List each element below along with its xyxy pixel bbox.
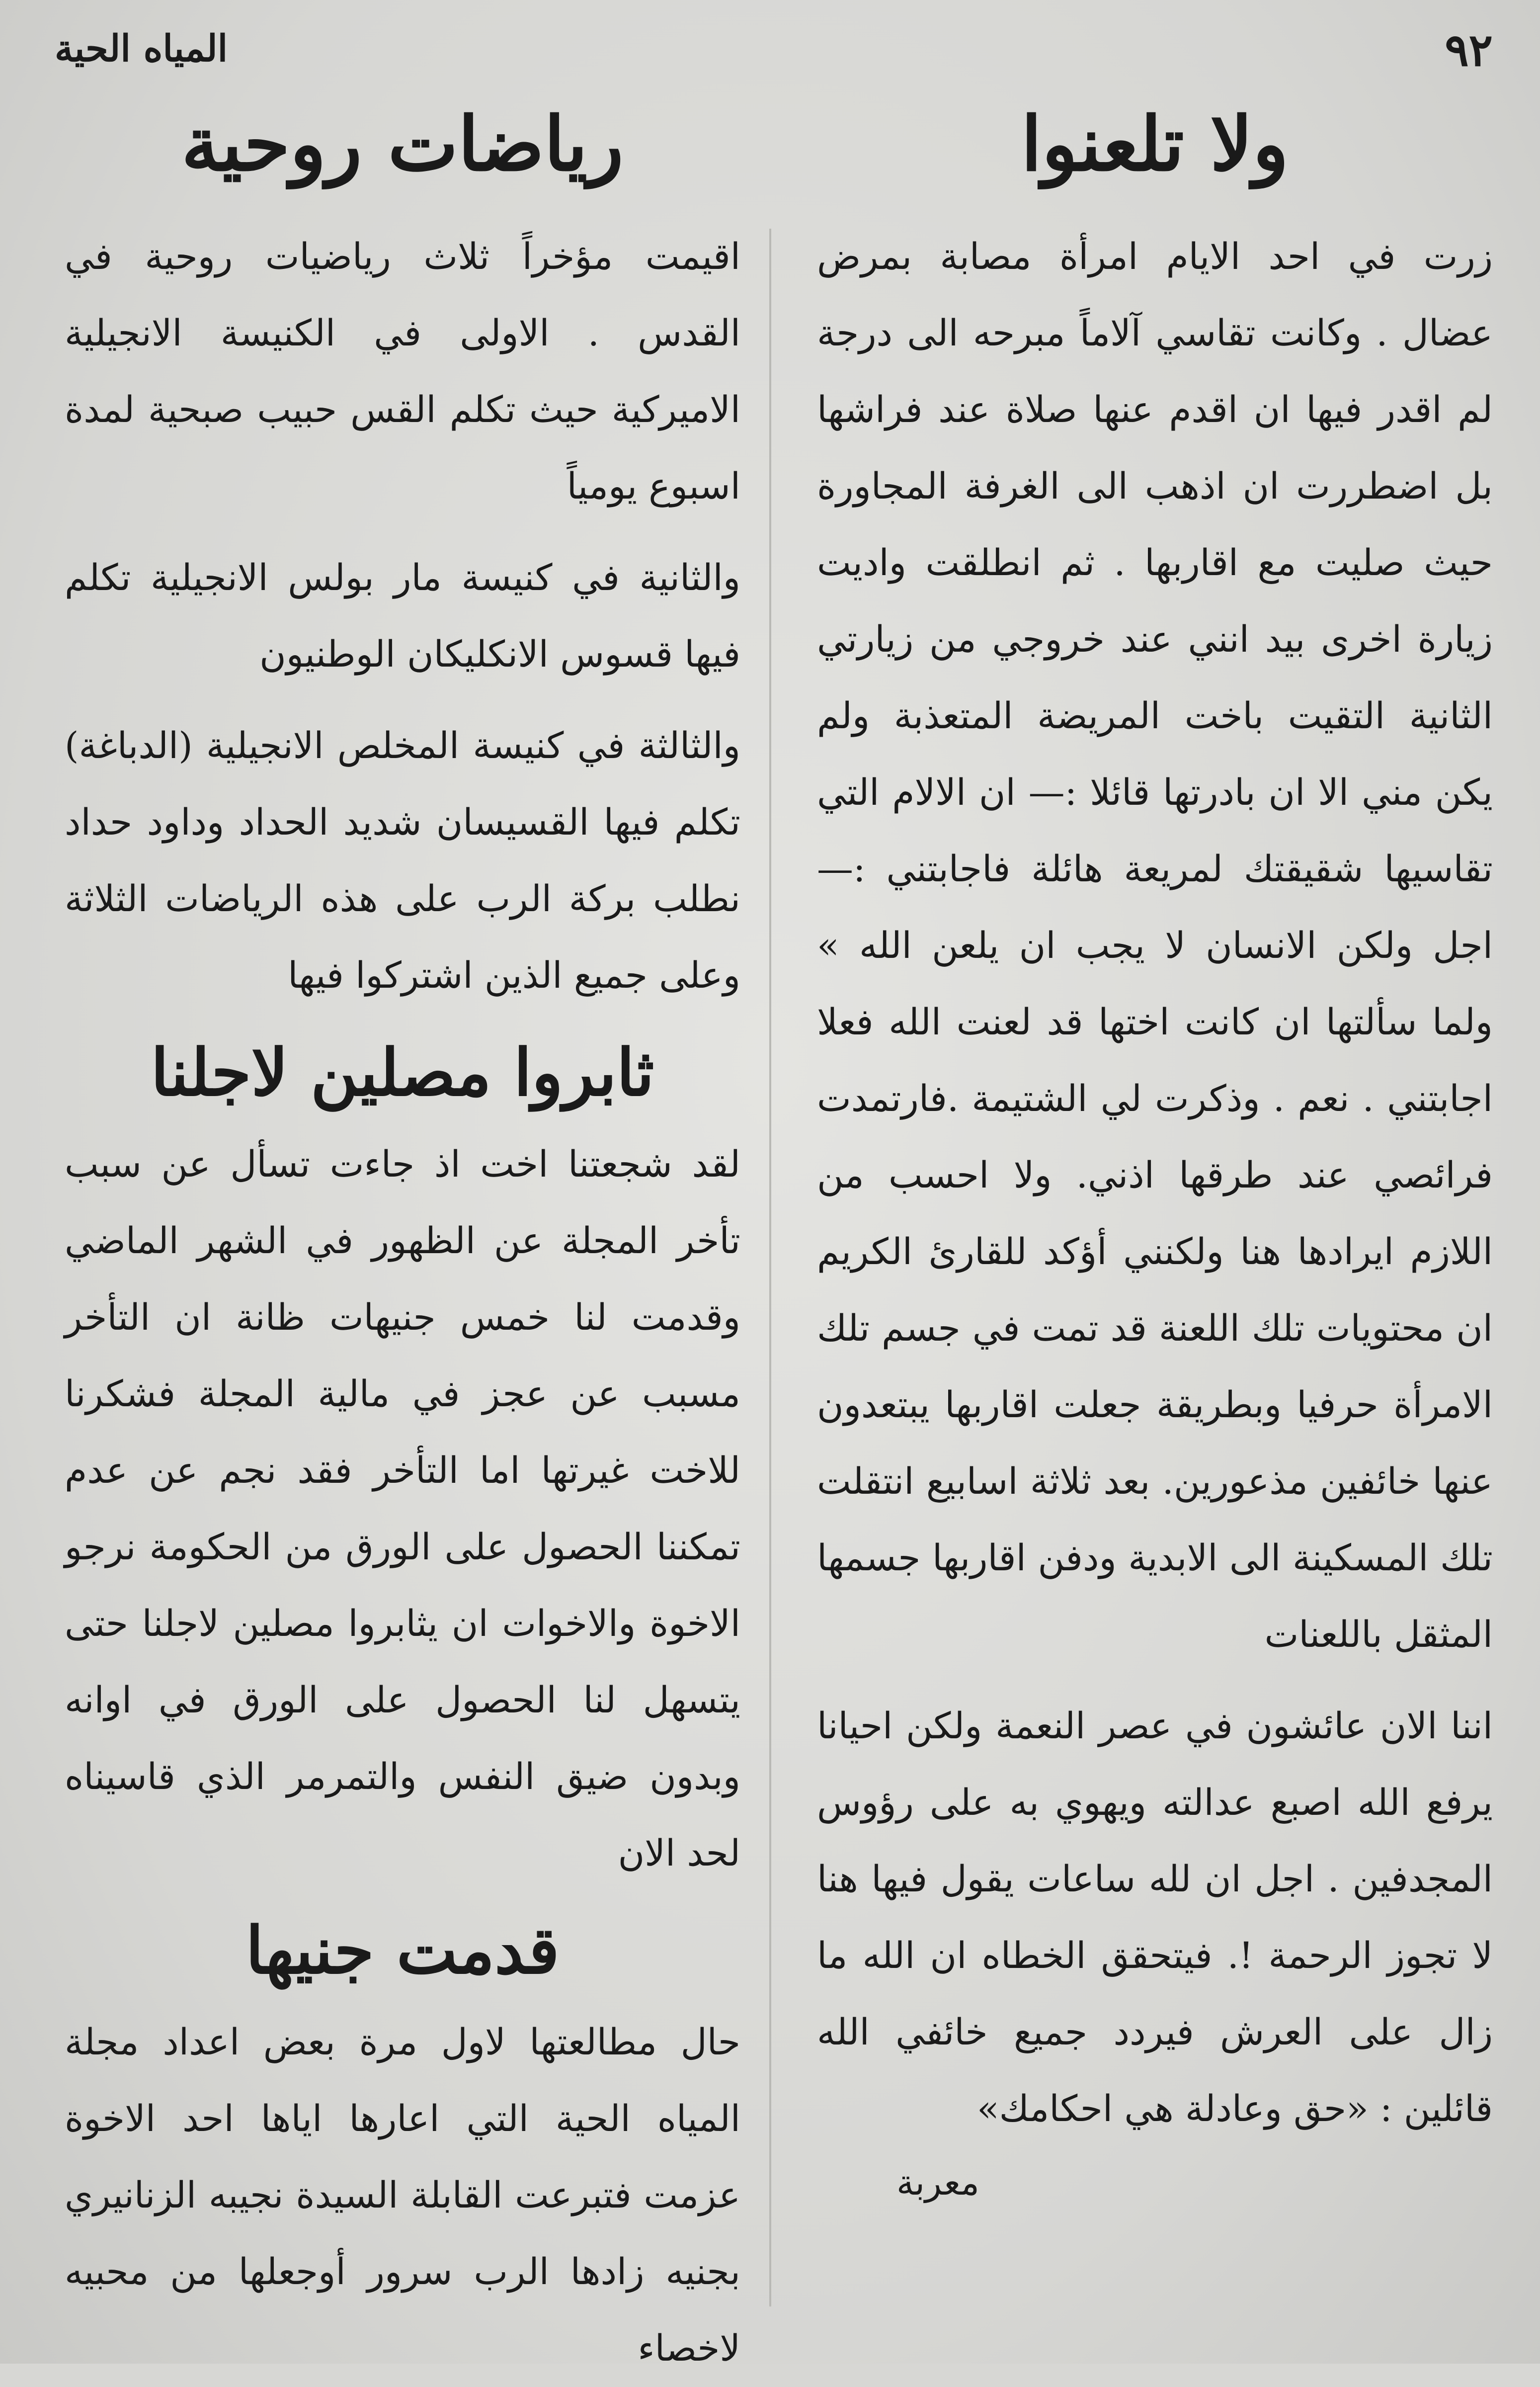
article-paragraph: اننا الان عائشون في عصر النعمة ولكن احيانا يرفع الله اصبع عدالته ويهوي به على رؤوس المجدفين . اجل ان لله ساعات يقول فيها هنا لا تجوز الرحمة !. فيتحقق الخطاه ان الله ما زال على العرش فيردد جميع خائفي الله قائلين : «حق وعادلة هي احكامك» xyxy=(817,1705,1493,2130)
column-divider xyxy=(769,229,771,2306)
article-right-column xyxy=(817,99,1493,2203)
article-title: رياضات روحية xyxy=(181,100,624,188)
section-title: قدمت جنيها xyxy=(245,1912,560,1988)
magazine-name: المياه الحية xyxy=(55,27,228,70)
section-title: ثابروا مصلين لاجلنا xyxy=(151,1034,654,1110)
article-paragraph: زرت في احد الايام امرأة مصابة بمرض عضال . وكانت تقاسي آلاماً مبرحه الى درجة لم اقدر فيها ان اقدم عنها صلاة عند فراشها بل اضطررت ان اذهب الى الغرفة المجاورة حيث صليت مع اقاربها . ثم انطلقت واديت زيارة اخرى بيد انني عند خروجي من زيارتي الثانية التقيت باخت المريضة المتعذبة ولم يكن مني الا ان بادرتها قائلا :— ان الالام التي تقاسيها شقيقتك لمريعة هائلة فاجابتني :—اجل ولكن الانسان لا يجب ان يلعن الله » ولما سألتها ان كانت اختها قد لعنت الله فعلا اجابتني . نعم . وذكرت لي الشتيمة .فارتمدت فرائصي عند طرقها اذني. ولا احسب من اللازم ايرادها هنا ولكنني أؤكد للقارئ الكريم ان محتويات تلك اللعنة قد تمت في جسم تلك الامرأة حرفيا وبطريقة جعلت اقاربها يبتعدون عنها خائفين مذعورين. بعد ثلاثة اسابيع انتقلت تلك المسكينة الى الابدية ودفن اقاربها جسمها المثقل باللعنات xyxy=(817,236,1493,1656)
page-number: ٩٢ xyxy=(1445,24,1493,77)
article-signature: معربة xyxy=(896,2162,979,2203)
article-paragraph: والثالثة في كنيسة المخلص الانجيلية (الدباغة) تكلم فيها القسيسان شديد الحداد وداود حداد نطلب بركة الرب على هذه الرياضات الثلاثة وعلى جميع الذين اشتركوا فيها xyxy=(65,725,740,997)
article-left-column xyxy=(65,99,740,2387)
article-paragraph: حال مطالعتها لاول مرة بعض اعداد مجلة المياه الحية التي اعارها اياها احد الاخوة عزمت فتبرعت القابلة السيدة نجيبه الزنانيري بجنيه زادها الرب سرور أوجعلها من محبيه لاخصاء xyxy=(65,2021,740,2370)
article-paragraph: والثانية في كنيسة مار بولس الانجيلية تكلم فيها قسوس الانكليكان الوطنيون xyxy=(65,557,740,676)
article-paragraph: لقد شجعتنا اخت اذ جاءت تسأل عن سبب تأخر المجلة عن الظهور في الشهر الماضي وقدمت لنا خمس جنيهات ظانة ان التأخر مسبب عن عجز في مالية المجلة فشكرنا للاخت غيرتها اما التأخر فقد نجم عن عدم تمكننا الحصول على الورق من الحكومة نرجو الاخوة والاخوات ان يثابروا مصلين لاجلنا حتى يتسهل لنا الحصول على الورق في اوانه وبدون ضيق النفس والتمرمر الذي قاسيناه لحد الان xyxy=(65,1143,740,1875)
article-paragraph: اقيمت مؤخراً ثلاث رياضيات روحية في القدس . الاولى في الكنيسة الانجيلية الاميركية حيث تكلم القس حبيب صبحية لمدة اسبوع يومياً xyxy=(65,236,740,508)
article-title: ولا تلعنوا xyxy=(1021,100,1289,188)
